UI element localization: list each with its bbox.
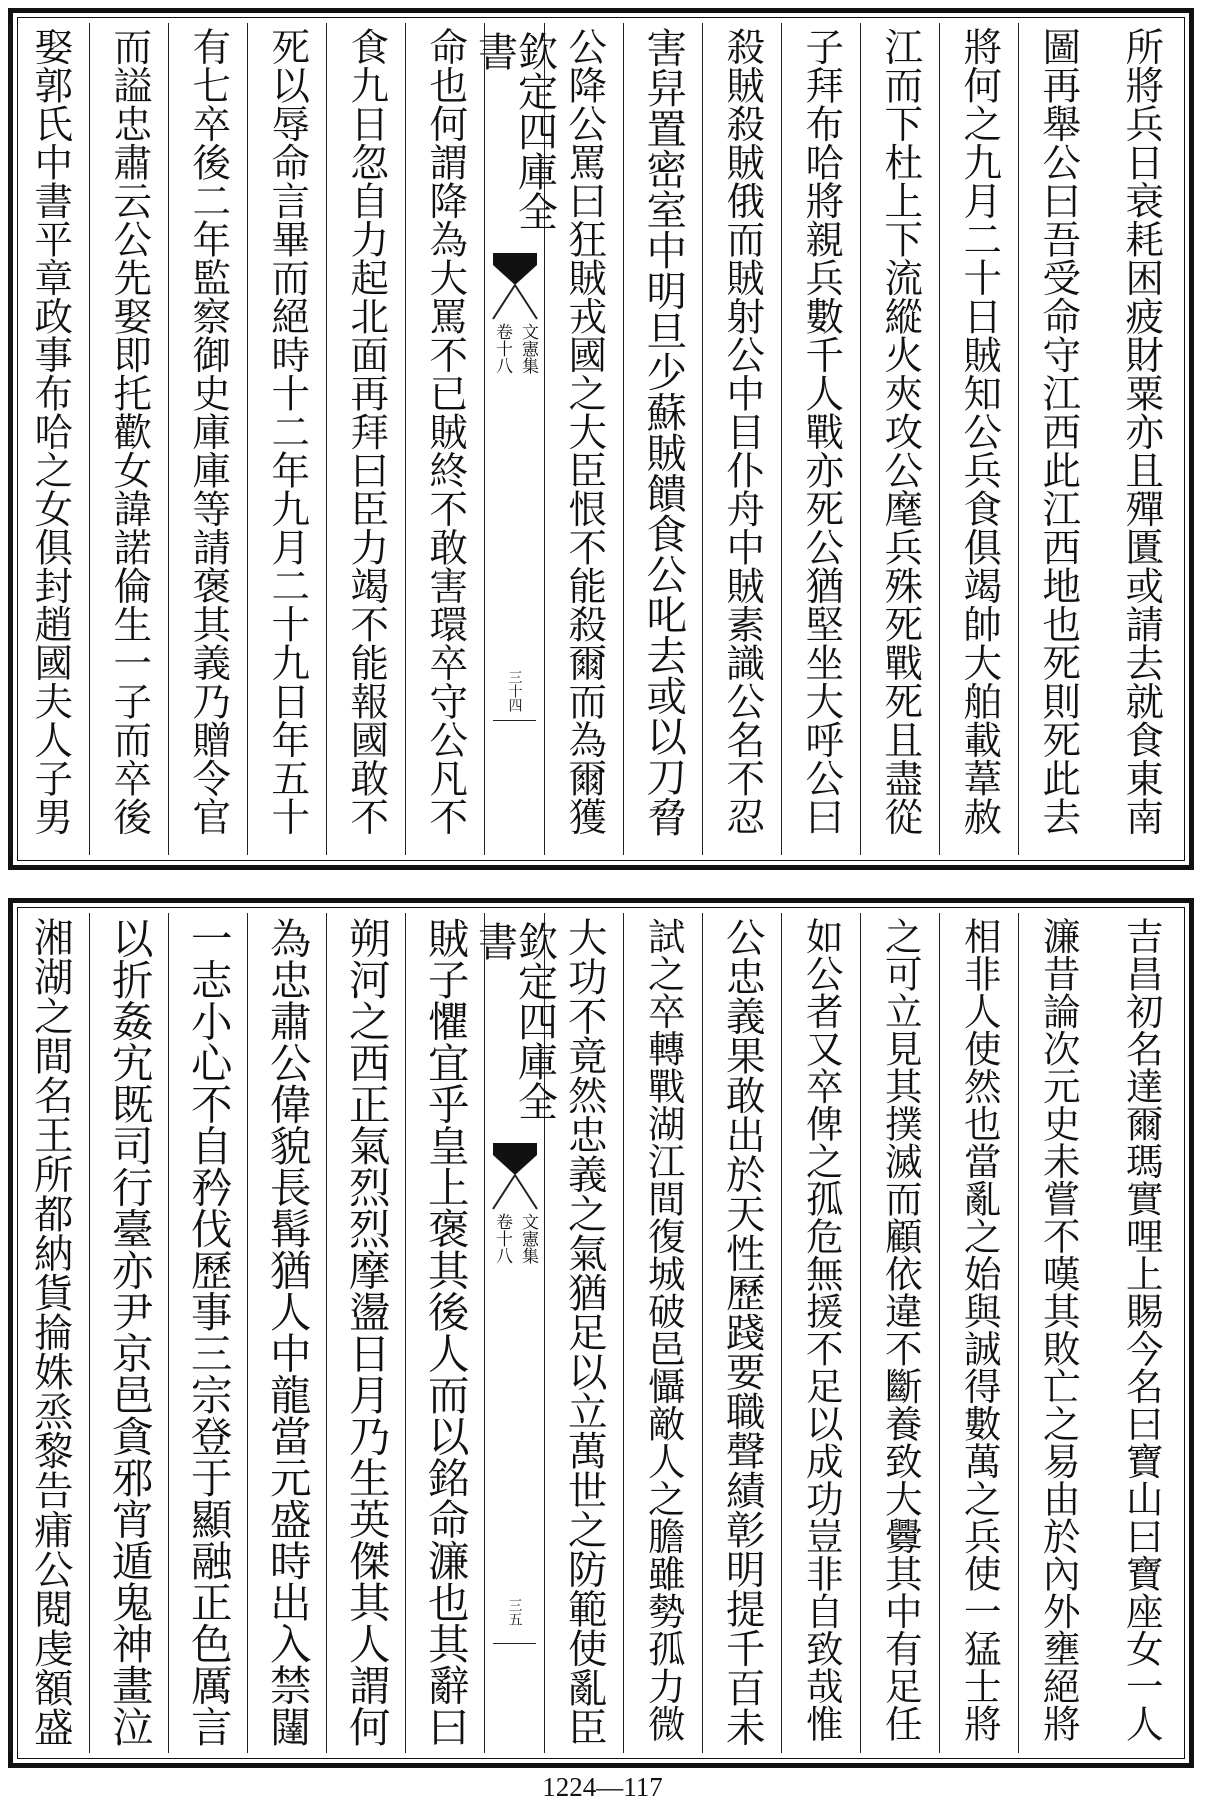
center-fold-column <box>471 23 558 855</box>
column-text: 命也何謂降為大罵不已賊終不敢害環卒守公凡不 <box>423 27 469 836</box>
text-column <box>326 23 405 855</box>
column-text: 公忠義果敢出於天性歷踐要職聲績彰明提千百未 <box>719 917 766 1747</box>
volume-number: 卷十八 <box>492 1213 512 1264</box>
text-column <box>702 23 781 855</box>
column-text: 公降公罵曰狂賊戎國之大臣恨不能殺爾而為爾獲 <box>562 27 608 836</box>
column-text: 死以辱命言畢而絕時十二年九月二十九日年五十 <box>265 27 311 836</box>
text-column <box>405 913 484 1753</box>
text-column <box>10 23 89 855</box>
text-column <box>939 913 1018 1753</box>
text-column <box>860 913 939 1753</box>
volume-name: 文憲集 <box>518 1213 538 1264</box>
column-text: 娶郭氏中書平章政事布哈之女俱封趙國夫人子男 <box>28 27 74 836</box>
text-column <box>860 23 939 855</box>
column-text: 大功不竟然忠義之氣猶足以立萬世之防範使亂臣 <box>561 917 608 1747</box>
column-text: 將何之九月二十日賊知公兵食俱竭帥大舶載葦赦 <box>957 27 1003 836</box>
text-column <box>10 913 89 1753</box>
top-page <box>8 8 1194 870</box>
text-column <box>168 913 247 1753</box>
column-text: 害舁置密室中明旦少蘇賊饋食公叱去或以刀脅 <box>639 27 688 837</box>
page-number: 三五 <box>506 1598 523 1626</box>
column-text: 相非人使然也當亂之始與誠得數萬之兵使一猛士將 <box>957 917 1002 1742</box>
text-column <box>781 23 860 855</box>
volume-name: 文憲集 <box>518 323 538 374</box>
column-text: 圖再舉公曰吾受命守江西此江西地也死則死此去 <box>1036 27 1082 836</box>
text-column <box>0 23 10 855</box>
fishtail-mark-icon <box>491 251 539 321</box>
text-column <box>1018 23 1097 855</box>
text-column <box>247 913 326 1753</box>
column-text: 江而下杜上下流縱火夾攻公麾兵殊死戰死且盡從 <box>878 27 924 836</box>
text-column <box>702 913 781 1753</box>
column-text: 吉昌初名達爾瑪實哩上賜今名曰寶山曰寶座女一人 <box>1119 917 1164 1742</box>
text-column <box>939 23 1018 855</box>
text-column <box>623 23 702 855</box>
column-text: 子拜布哈將親兵數千人戰亦死公猶堅坐大呼公曰 <box>799 27 845 836</box>
column-text: 為忠肅公偉貌長髯猶人中龍當元盛時出入禁闥 <box>262 917 312 1747</box>
book-title: 欽定四庫全書 <box>471 921 558 1121</box>
text-column <box>0 913 10 1753</box>
text-column <box>1097 913 1185 1753</box>
column-text: 食九日忽自力起北面再拜曰臣力竭不能報國敢不 <box>344 27 390 836</box>
column-text: 一志小心不自矜伐歷事三宗登于顯融正色厲言 <box>183 917 233 1747</box>
text-column <box>326 913 405 1753</box>
book-title: 欽定四庫全書 <box>471 31 558 231</box>
column-text: 有七卒後二年監察御史庫庫等請褒其義乃贈令官 <box>186 27 232 836</box>
text-column <box>781 913 860 1753</box>
fishtail-mark-icon <box>491 1141 539 1211</box>
page-footer-number: 1224—117 <box>542 1772 663 1802</box>
text-column <box>89 23 168 855</box>
column-text: 湘湖之間名王所都納貨掄姝烝黎告痡公閱虔額盛 <box>27 917 74 1747</box>
text-column <box>168 23 247 855</box>
bottom-page <box>8 898 1194 1768</box>
page-number: 三十四 <box>506 670 523 712</box>
column-text: 濂昔論次元史未嘗不嘆其敗亡之易由於內外壅絕將 <box>1036 917 1081 1742</box>
text-column <box>405 23 484 855</box>
text-column <box>1097 23 1185 855</box>
column-text: 以折姦宄既司行臺亦尹京邑貪邪宵遁鬼神畫泣 <box>104 917 154 1747</box>
column-text: 所將兵日衰耗困疲財粟亦且殫匱或請去就食東南 <box>1119 27 1165 836</box>
column-text: 賊子懼宜乎皇上褒其後人而以銘命濂也其辭曰 <box>420 917 470 1747</box>
column-text: 朔河之西正氣烈烈摩盪日月乃生英傑其人謂何 <box>341 917 391 1747</box>
volume-number: 卷十八 <box>492 323 512 374</box>
divider <box>493 1643 536 1644</box>
column-text: 而謚忠肅云公先娶即托歡女諱諾倫生一子而卒後 <box>107 27 153 836</box>
column-text: 如公者又卒俾之孤危無援不足以成功豈非自致哉惟 <box>799 917 844 1742</box>
center-fold-column <box>471 913 558 1753</box>
text-column <box>89 913 168 1753</box>
column-text: 試之卒轉戰湖江間復城破邑懾敵人之膽雖勢孤力微 <box>641 917 686 1742</box>
divider <box>493 720 536 721</box>
column-text: 之可立見其撲滅而顧依違不斷養致大釁其中有足任 <box>878 917 923 1742</box>
text-column <box>623 913 702 1753</box>
column-text: 殺賊殺賊俄而賊射公中目仆舟中賊素識公名不忍 <box>720 27 766 836</box>
text-column <box>247 23 326 855</box>
text-column <box>1018 913 1097 1753</box>
